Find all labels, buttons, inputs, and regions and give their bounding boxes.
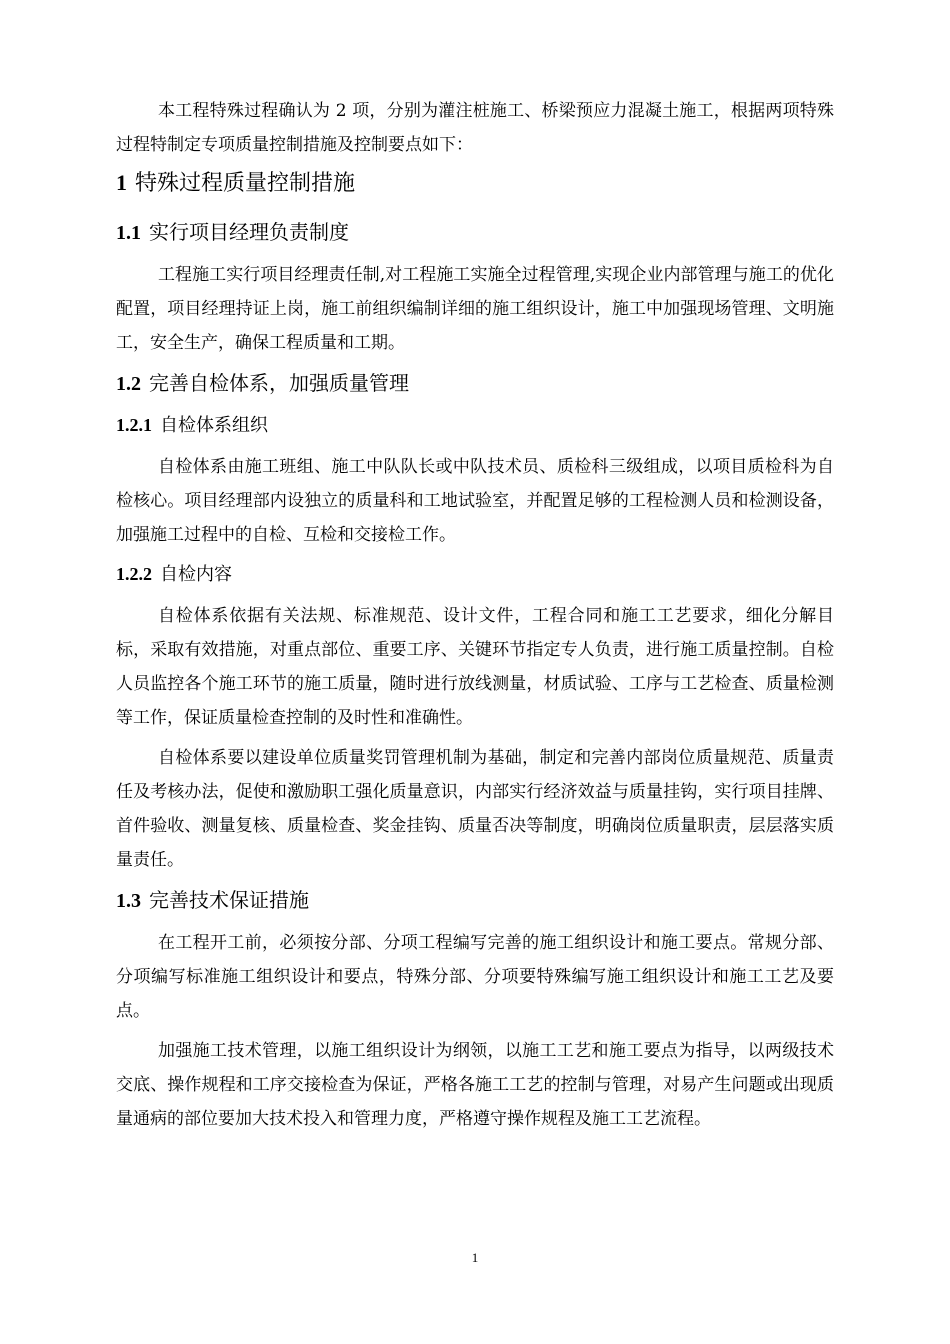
page-number: 1: [471, 1250, 479, 1265]
section-1-number: 1: [116, 170, 127, 195]
section-1-2-number: 1.2: [116, 373, 141, 395]
section-1-1-title: 实行项目经理负责制度: [149, 220, 349, 244]
intro-paragraph: 本工程特殊过程确认为 2 项，分别为灌注桩施工、桥梁预应力混凝土施工，根据两项特殊过程特制定专项质量控制措施及控制要点如下：: [116, 101, 834, 155]
section-1-1-paragraph: 工程施工实行项目经理责任制,对工程施工实施全过程管理,实现企业内部管理与施工的优化配置，项目经理持证上岗，施工前组织编制详细的施工组织设计，施工中加强现场管理、文明施工，安全生产，确保工程质量和工期。: [116, 265, 834, 353]
section-1-3-paragraph-1: 在工程开工前，必须按分部、分项工程编写完善的施工组织设计和施工要点。常规分部、分项编写标准施工组织设计和要点，特殊分部、分项要特殊编写施工组织设计和施工工艺及要点。: [116, 933, 834, 1021]
section-1-3-number: 1.3: [116, 890, 141, 912]
section-1-2-2-paragraph-1: 自检体系依据有关法规、标准规范、设计文件，工程合同和施工工艺要求，细化分解目标，采取有效措施，对重点部位、重要工序、关键环节指定专人负责，进行施工质量控制。自检人员监控各个施工环节的施工质量，随时进行放线测量，材质试验、工序与工艺检查、质量检测等工作，保证质量检查控制的及时性和准确性。: [116, 606, 834, 728]
section-1-2-2-paragraph-2: 自检体系要以建设单位质量奖罚管理机制为基础，制定和完善内部岗位质量规范、质量责任及考核办法，促使和激励职工强化质量意识，内部实行经济效益与质量挂钩，实行项目挂牌、首件验收、测量复核、质量检查、奖金挂钩、质量否决等制度，明确岗位质量职责，层层落实质量责任。: [116, 748, 834, 870]
section-1-1-number: 1.1: [116, 222, 141, 244]
section-1-2-2-title: 自检内容: [160, 564, 232, 585]
section-1-2-1-number: 1.2.1: [116, 415, 152, 435]
document-page: [116, 94, 834, 1136]
section-1-title: 特殊过程质量控制措施: [135, 171, 356, 196]
section-1-2-title: 完善自检体系，加强质量管理: [149, 371, 409, 395]
section-1-3-title: 完善技术保证措施: [149, 888, 309, 912]
section-1-2-1-heading: [116, 409, 834, 442]
section-1-2-1-title: 自检体系组织: [160, 415, 268, 436]
section-1-3-paragraph-2: 加强施工技术管理，以施工组织设计为纲领，以施工工艺和施工要点为指导，以两级技术交底、操作规程和工序交接检查为保证，严格各施工工艺的控制与管理，对易产生问题或出现质量通病的部位要加大技术投入和管理力度，严格遵守操作规程及施工工艺流程。: [116, 1041, 834, 1129]
section-1-2-1-paragraph: 自检体系由施工班组、施工中队队长或中队技术员、质检科三级组成，以项目质检科为自检核心。项目经理部内设独立的质量科和工地试验室，并配置足够的工程检测人员和检测设备，加强施工过程中的自检、互检和交接检工作。: [116, 457, 834, 545]
section-1-1-heading: [116, 215, 834, 250]
section-1-2-2-number: 1.2.2: [116, 564, 152, 584]
section-1-2-2-heading: [116, 558, 834, 591]
section-1-heading: [116, 166, 834, 201]
section-1-2-heading: [116, 366, 834, 401]
section-1-3-heading: [116, 883, 834, 918]
